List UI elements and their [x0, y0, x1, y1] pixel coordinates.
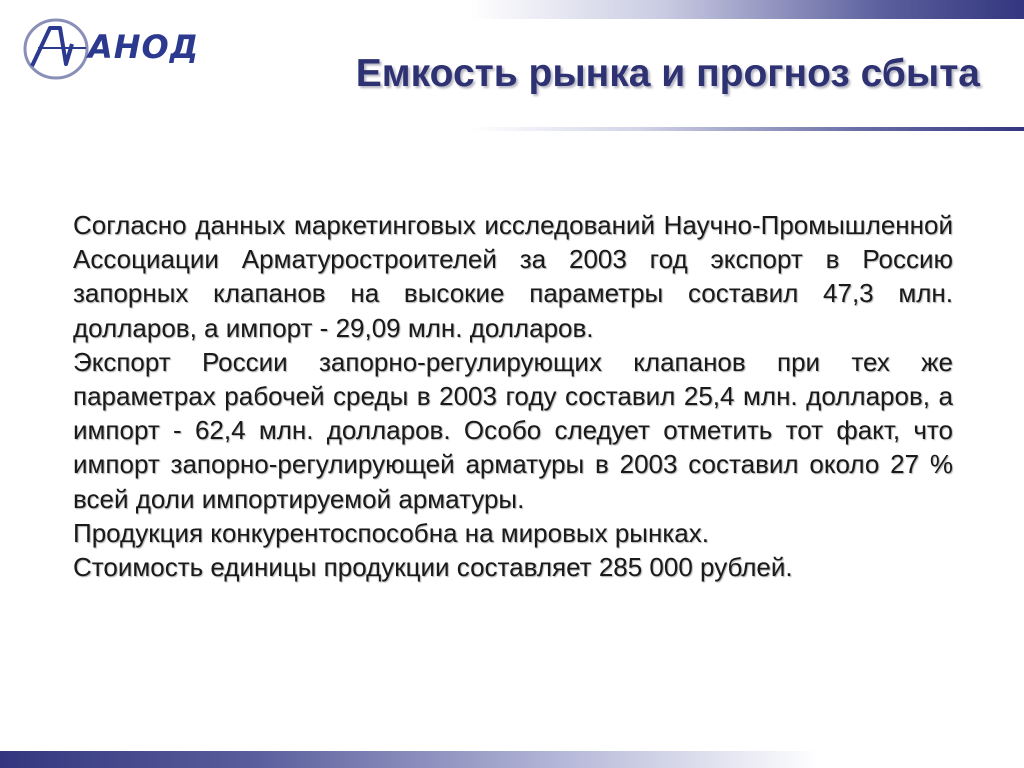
- body-text: [73, 208, 953, 584]
- paragraph-russia-export: Экспорт России запорно-регулирующих клапанов при тех же параметрах рабочей среды в 2003 году составил 25,4 млн. долларов, а импорт - 62,4 млн. долларов. Особо следует отметить тот факт, что импорт запорно-регулирующей арматуры в 2003 составил около 27 % всей доли импортируемой арматуры.: [73, 346, 953, 514]
- footer-gradient-bar: [0, 751, 1024, 768]
- company-logo: [20, 14, 210, 84]
- page-title: Емкость рынка и прогноз сбыта: [355, 52, 980, 95]
- logo-text: АНОД: [88, 28, 200, 66]
- header-gradient-bar: [470, 0, 1024, 19]
- paragraph-export-import-2003: Согласно данных маркетинговых исследований Научно-Промышленной Ассоциации Арматуростроителей за 2003 год экспорт в Россию запорных клапанов на высокие параметры составил 47,3 млн. долларов, а импорт - 29,09 млн. долларов.: [73, 210, 953, 343]
- paragraph-competitiveness: Продукция конкурентоспособна на мировых рынках.: [73, 517, 709, 548]
- title-underline: [470, 127, 1024, 131]
- paragraph-unit-cost: Стоимость единицы продукции составляет 285 000 рублей.: [73, 552, 793, 583]
